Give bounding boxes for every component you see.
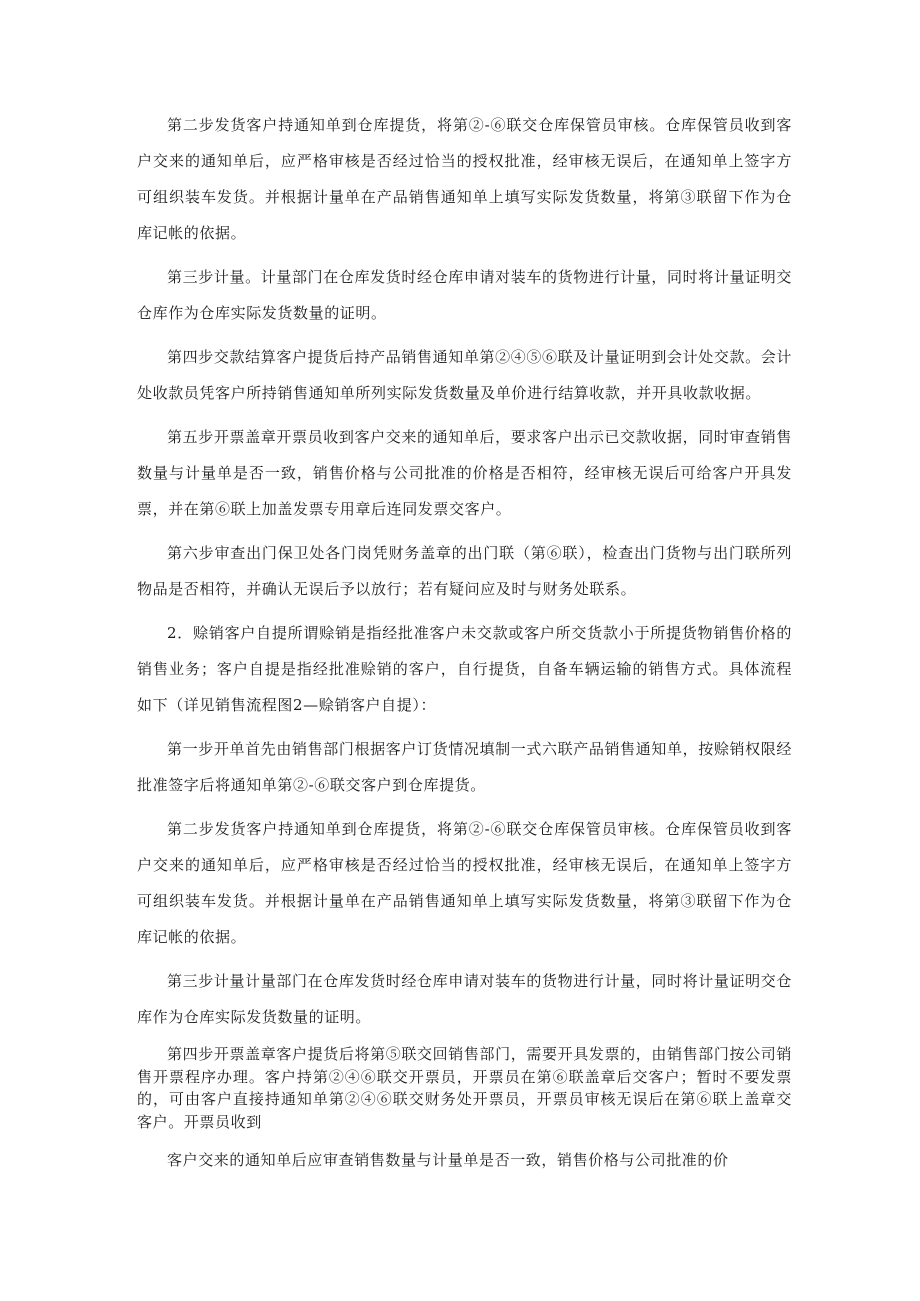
paragraph-step4-payment: 第四步交款结算客户提货后持产品销售通知单第②④⑤⑥联及计量证明到会计处交款。会计处收款员凭客户所持销售通知单所列实际发货数量及单价进行结算收款，并开具收款收据。	[137, 348, 792, 402]
paragraph-credit-step1-order: 第一步开单首先由销售部门根据客户订货情况填制一式六联产品销售通知单，按赊销权限经批准签字后将通知单第②-⑥联交客户到仓库提货。	[137, 740, 792, 794]
paragraph-step6-exit-check: 第六步审查出门保卫处各门岗凭财务盖章的出门联（第⑥联），检查出门货物与出门联所列物品是否相符，并确认无误后予以放行；若有疑问应及时与财务处联系。	[137, 544, 792, 598]
paragraph-credit-step4-invoicing: 第四步开票盖章客户提货后将第⑤联交回销售部门，需要开具发票的，由销售部门按公司销售开票程序办理。客户持第②④⑥联交开票员，开票员在第⑥联盖章后交客户；暂时不要发票的，可由客户直接持通知单第②④⑥联交财务处开票员，开票员审核无误后在第⑥联上盖章交客户。开票员收到	[137, 1045, 792, 1131]
paragraph-step2-shipping: 第二步发货客户持通知单到仓库提货，将第②-⑥联交仓库保管员审核。仓库保管员收到客户交来的通知单后，应严格审核是否经过恰当的授权批准，经审核无误后，在通知单上签字方可组织装车发货。并根据计量单在产品销售通知单上填写实际发货数量，将第③联留下作为仓库记帐的依据。	[137, 116, 792, 242]
paragraph-step5-invoicing: 第五步开票盖章开票员收到客户交来的通知单后，要求客户出示已交款收据，同时审查销售数量与计量单是否一致，销售价格与公司批准的价格是否相符，经审核无误后可给客户开具发票，并在第⑥联上加盖发票专用章后连同发票交客户。	[137, 428, 792, 518]
paragraph-step3-measurement: 第三步计量。计量部门在仓库发货时经仓库申请对装车的货物进行计量，同时将计量证明交仓库作为仓库实际发货数量的证明。	[137, 268, 792, 322]
paragraph-continuation: 客户交来的通知单后应审查销售数量与计量单是否一致，销售价格与公司批准的价	[167, 1151, 729, 1169]
paragraph-credit-step3-measurement: 第三步计量计量部门在仓库发货时经仓库申请对装车的货物进行计量，同时将计量证明交仓库作为仓库实际发货数量的证明。	[137, 972, 792, 1026]
document-body	[137, 107, 792, 1186]
paragraph-credit-sales-intro: 2．赊销客户自提所谓赊销是指经批准客户未交款或客户所交货款小于所提货物销售价格的销售业务；客户自提是指经批准赊销的客户，自行提货，自备车辆运输的销售方式。具体流程如下（详见销售流程图2—赊销客户自提）：	[137, 624, 792, 714]
paragraph-credit-step2-shipping: 第二步发货客户持通知单到仓库提货，将第②-⑥联交仓库保管员审核。仓库保管员收到客户交来的通知单后，应严格审核是否经过恰当的授权批准，经审核无误后，在通知单上签字方可组织装车发货。并根据计量单在产品销售通知单上填写实际发货数量，将第③联留下作为仓库记帐的依据。	[137, 820, 792, 946]
